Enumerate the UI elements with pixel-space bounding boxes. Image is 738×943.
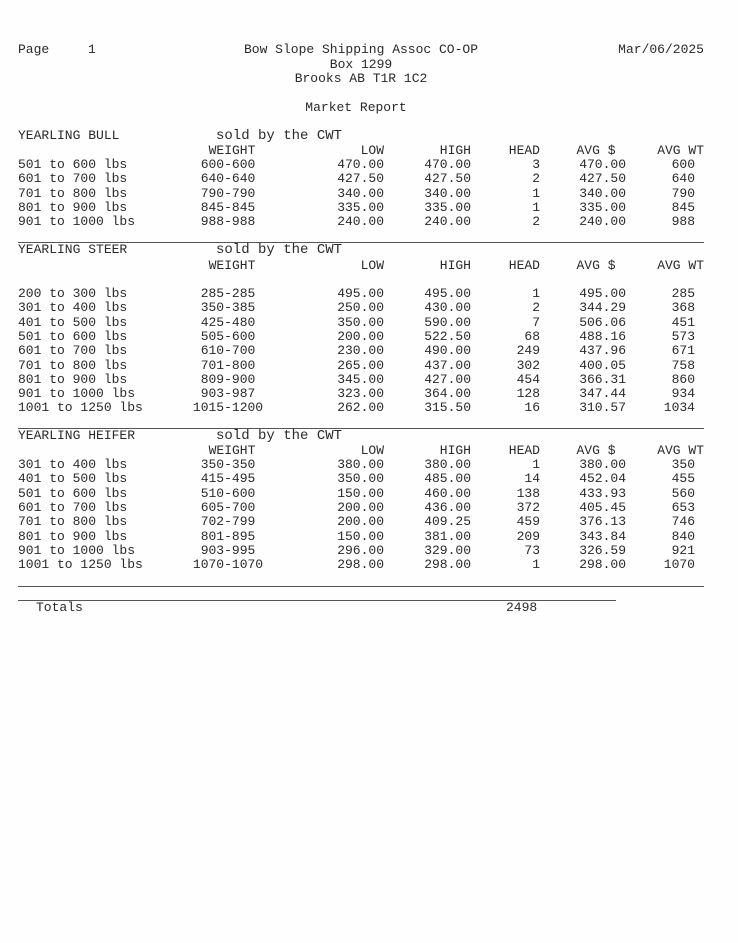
weight: 415-495 xyxy=(200,471,256,486)
col-low: LOW xyxy=(360,443,384,458)
weight-range: 901 to 1000 lbs xyxy=(18,543,136,558)
weight-range: 501 to 600 lbs xyxy=(18,157,128,172)
col-avg-price: AVG $ xyxy=(576,258,616,273)
head-count: 3 xyxy=(532,157,540,172)
avg-price: 343.84 xyxy=(579,529,626,544)
avg-weight: 921 xyxy=(671,543,695,558)
avg-weight: 934 xyxy=(671,386,695,401)
organization-box: Box 1299 xyxy=(329,57,393,72)
weight: 988-988 xyxy=(200,214,256,229)
weight: 610-700 xyxy=(200,343,256,358)
avg-weight: 600 xyxy=(671,157,695,172)
weight-range: 601 to 700 lbs xyxy=(18,171,128,186)
weight-range: 301 to 400 lbs xyxy=(18,300,128,315)
weight: 702-799 xyxy=(200,514,256,529)
low-price: 298.00 xyxy=(337,557,384,572)
col-high: HIGH xyxy=(439,258,471,273)
low-price: 427.50 xyxy=(337,171,384,186)
high-price: 298.00 xyxy=(424,557,471,572)
high-price: 430.00 xyxy=(424,300,471,315)
weight-range: 200 to 300 lbs xyxy=(18,286,128,301)
head-count: 1 xyxy=(532,457,540,472)
weight: 1015-1200 xyxy=(192,400,264,415)
high-price: 490.00 xyxy=(424,343,471,358)
low-price: 345.00 xyxy=(337,372,384,387)
avg-weight: 845 xyxy=(671,200,695,215)
totals-label: Totals xyxy=(36,600,83,615)
avg-weight: 988 xyxy=(671,214,695,229)
low-price: 350.00 xyxy=(337,315,384,330)
weight-range: 1001 to 1250 lbs xyxy=(18,557,143,572)
high-price: 335.00 xyxy=(424,200,471,215)
avg-weight: 455 xyxy=(671,471,695,486)
avg-price: 405.45 xyxy=(579,500,626,515)
col-high: HIGH xyxy=(439,143,471,158)
low-price: 495.00 xyxy=(337,286,384,301)
low-price: 240.00 xyxy=(337,214,384,229)
weight: 510-600 xyxy=(200,486,256,501)
weight-range: 701 to 800 lbs xyxy=(18,186,128,201)
weight: 1070-1070 xyxy=(192,557,264,572)
col-high: HIGH xyxy=(439,443,471,458)
head-count: 454 xyxy=(516,372,540,387)
avg-price: 437.96 xyxy=(579,343,626,358)
avg-price: 452.04 xyxy=(579,471,626,486)
avg-weight: 653 xyxy=(671,500,695,515)
head-count: 2 xyxy=(532,214,540,229)
low-price: 350.00 xyxy=(337,471,384,486)
weight-range: 401 to 500 lbs xyxy=(18,471,128,486)
col-low: LOW xyxy=(360,258,384,273)
weight-range: 701 to 800 lbs xyxy=(18,514,128,529)
high-price: 437.00 xyxy=(424,358,471,373)
section-sold-by: sold by the CWT xyxy=(216,242,343,258)
weight-range: 801 to 900 lbs xyxy=(18,529,128,544)
head-count: 2 xyxy=(532,171,540,186)
avg-weight: 451 xyxy=(671,315,695,330)
avg-price: 488.16 xyxy=(579,329,626,344)
high-price: 495.00 xyxy=(424,286,471,301)
col-avg-wt: AVG WT xyxy=(657,258,704,273)
page-number: 1 xyxy=(88,42,96,57)
weight-range: 601 to 700 lbs xyxy=(18,500,128,515)
weight: 350-385 xyxy=(200,300,256,315)
weight-range: 401 to 500 lbs xyxy=(18,315,128,330)
low-price: 380.00 xyxy=(337,457,384,472)
avg-price: 376.13 xyxy=(579,514,626,529)
avg-weight: 746 xyxy=(671,514,695,529)
avg-weight: 758 xyxy=(671,358,695,373)
avg-price: 366.31 xyxy=(579,372,626,387)
weight-range: 1001 to 1250 lbs xyxy=(18,400,143,415)
head-count: 1 xyxy=(532,186,540,201)
avg-price: 335.00 xyxy=(579,200,626,215)
weight-range: 801 to 900 lbs xyxy=(18,372,128,387)
weight: 505-600 xyxy=(200,329,256,344)
head-count: 372 xyxy=(516,500,540,515)
high-price: 381.00 xyxy=(424,529,471,544)
head-count: 459 xyxy=(516,514,540,529)
col-low: LOW xyxy=(360,143,384,158)
high-price: 329.00 xyxy=(424,543,471,558)
weight-range: 501 to 600 lbs xyxy=(18,486,128,501)
weight-range: 901 to 1000 lbs xyxy=(18,214,136,229)
avg-weight: 573 xyxy=(671,329,695,344)
low-price: 335.00 xyxy=(337,200,384,215)
col-weight: WEIGHT xyxy=(208,143,256,158)
high-price: 340.00 xyxy=(424,186,471,201)
low-price: 250.00 xyxy=(337,300,384,315)
avg-weight: 1070 xyxy=(663,557,695,572)
avg-weight: 790 xyxy=(671,186,695,201)
high-price: 522.50 xyxy=(424,329,471,344)
avg-weight: 640 xyxy=(671,171,695,186)
section-sold-by: sold by the CWT xyxy=(216,428,343,444)
col-head: HEAD xyxy=(508,443,540,458)
weight: 350-350 xyxy=(200,457,256,472)
col-avg-wt: AVG WT xyxy=(657,143,704,158)
head-count: 128 xyxy=(516,386,540,401)
avg-weight: 1034 xyxy=(663,400,695,415)
avg-price: 506.06 xyxy=(579,315,626,330)
low-price: 262.00 xyxy=(337,400,384,415)
high-price: 590.00 xyxy=(424,315,471,330)
high-price: 315.50 xyxy=(424,400,471,415)
avg-weight: 560 xyxy=(671,486,695,501)
low-price: 200.00 xyxy=(337,329,384,344)
avg-weight: 671 xyxy=(671,343,695,358)
weight-range: 701 to 800 lbs xyxy=(18,358,128,373)
head-count: 68 xyxy=(524,329,540,344)
high-price: 436.00 xyxy=(424,500,471,515)
low-price: 200.00 xyxy=(337,500,384,515)
weight: 845-845 xyxy=(200,200,256,215)
head-count: 7 xyxy=(532,315,540,330)
avg-price: 326.59 xyxy=(579,543,626,558)
weight: 903-987 xyxy=(200,386,256,401)
head-count: 73 xyxy=(524,543,540,558)
weight: 701-800 xyxy=(200,358,256,373)
low-price: 150.00 xyxy=(337,529,384,544)
section-title: YEARLING HEIFER xyxy=(18,428,136,443)
low-price: 296.00 xyxy=(337,543,384,558)
weight: 809-900 xyxy=(200,372,256,387)
organization-city: Brooks AB T1R 1C2 xyxy=(294,71,428,86)
col-avg-price: AVG $ xyxy=(576,443,616,458)
low-price: 230.00 xyxy=(337,343,384,358)
weight-range: 901 to 1000 lbs xyxy=(18,386,136,401)
section-title: YEARLING BULL xyxy=(18,128,120,143)
high-price: 380.00 xyxy=(424,457,471,472)
high-price: 409.25 xyxy=(424,514,471,529)
head-count: 1 xyxy=(532,557,540,572)
avg-price: 347.44 xyxy=(579,386,626,401)
avg-weight: 860 xyxy=(671,372,695,387)
weight-range: 301 to 400 lbs xyxy=(18,457,128,472)
weight-range: 501 to 600 lbs xyxy=(18,329,128,344)
low-price: 470.00 xyxy=(337,157,384,172)
weight: 790-790 xyxy=(200,186,256,201)
weight-range: 801 to 900 lbs xyxy=(18,200,128,215)
head-count: 2 xyxy=(532,300,540,315)
low-price: 340.00 xyxy=(337,186,384,201)
low-price: 323.00 xyxy=(337,386,384,401)
high-price: 485.00 xyxy=(424,471,471,486)
avg-price: 380.00 xyxy=(579,457,626,472)
avg-price: 427.50 xyxy=(579,171,626,186)
weight: 285-285 xyxy=(200,286,256,301)
weight: 425-480 xyxy=(200,315,256,330)
weight: 801-895 xyxy=(200,529,256,544)
head-count: 209 xyxy=(516,529,540,544)
avg-price: 433.93 xyxy=(579,486,626,501)
col-weight: WEIGHT xyxy=(208,443,256,458)
weight-range: 601 to 700 lbs xyxy=(18,343,128,358)
page-label: Page xyxy=(18,42,50,57)
avg-price: 340.00 xyxy=(579,186,626,201)
col-weight: WEIGHT xyxy=(208,258,256,273)
high-price: 364.00 xyxy=(424,386,471,401)
head-count: 249 xyxy=(516,343,540,358)
head-count: 302 xyxy=(516,358,540,373)
avg-price: 495.00 xyxy=(579,286,626,301)
avg-price: 400.05 xyxy=(579,358,626,373)
avg-weight: 840 xyxy=(671,529,695,544)
head-count: 14 xyxy=(524,471,540,486)
high-price: 427.00 xyxy=(424,372,471,387)
avg-weight: 285 xyxy=(671,286,695,301)
avg-price: 310.57 xyxy=(579,400,626,415)
avg-price: 240.00 xyxy=(579,214,626,229)
head-count: 1 xyxy=(532,286,540,301)
high-price: 460.00 xyxy=(424,486,471,501)
high-price: 470.00 xyxy=(424,157,471,172)
weight: 640-640 xyxy=(200,171,256,186)
low-price: 150.00 xyxy=(337,486,384,501)
section-sold-by: sold by the CWT xyxy=(216,128,343,144)
avg-weight: 368 xyxy=(671,300,695,315)
section-title: YEARLING STEER xyxy=(18,242,128,257)
weight: 903-995 xyxy=(200,543,256,558)
avg-price: 470.00 xyxy=(579,157,626,172)
weight: 600-600 xyxy=(200,157,256,172)
organization-name: Bow Slope Shipping Assoc CO-OP xyxy=(243,42,479,57)
col-avg-price: AVG $ xyxy=(576,143,616,158)
totals-head: 2498 xyxy=(506,600,538,615)
avg-weight: 350 xyxy=(671,457,695,472)
head-count: 1 xyxy=(532,200,540,215)
low-price: 200.00 xyxy=(337,514,384,529)
high-price: 240.00 xyxy=(424,214,471,229)
weight: 605-700 xyxy=(200,500,256,515)
avg-price: 344.29 xyxy=(579,300,626,315)
col-avg-wt: AVG WT xyxy=(657,443,704,458)
report-date: Mar/06/2025 xyxy=(618,42,704,57)
col-head: HEAD xyxy=(508,258,540,273)
head-count: 138 xyxy=(516,486,540,501)
section-divider xyxy=(18,586,704,587)
avg-price: 298.00 xyxy=(579,557,626,572)
report-title: Market Report xyxy=(305,100,407,115)
head-count: 16 xyxy=(524,400,540,415)
low-price: 265.00 xyxy=(337,358,384,373)
high-price: 427.50 xyxy=(424,171,471,186)
col-head: HEAD xyxy=(508,143,540,158)
